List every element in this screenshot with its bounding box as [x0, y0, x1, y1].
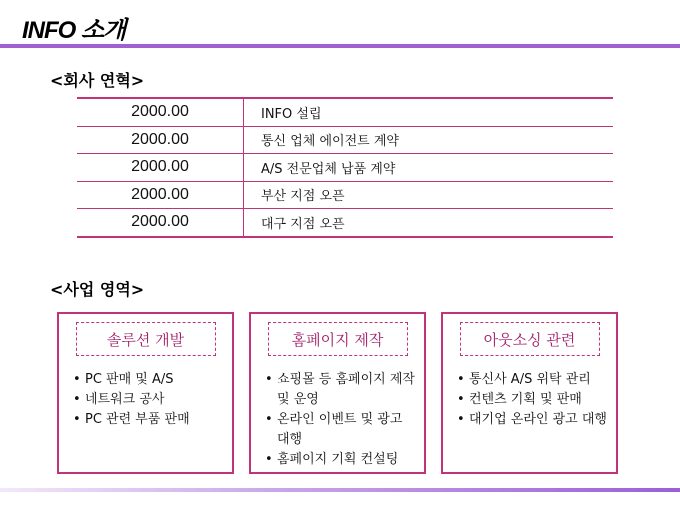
table-row — [77, 154, 613, 182]
history-year: 2000.00 — [77, 209, 244, 237]
bullet-icon: • — [73, 392, 81, 407]
title-divider — [0, 44, 680, 48]
list-item — [457, 390, 612, 410]
page-title: INFO 소개 — [22, 17, 126, 44]
bullet-icon: • — [457, 372, 465, 387]
bullet-icon: • — [457, 392, 465, 407]
business-box-solution — [57, 312, 234, 474]
history-event: A/S 전문업체 납품 계약 — [244, 154, 614, 182]
history-year: 2000.00 — [77, 181, 244, 209]
history-table — [77, 97, 613, 238]
list-item — [265, 370, 415, 410]
business-item-list — [73, 370, 190, 430]
business-box-label: 아웃소싱 관련 — [460, 322, 600, 356]
business-box-homepage — [249, 312, 426, 474]
list-item-text: 온라인 이벤트 및 광고 대행 — [277, 412, 403, 447]
list-item — [73, 370, 190, 390]
history-event: 통신 업체 에이전트 계약 — [244, 126, 614, 154]
bullet-icon: • — [265, 412, 273, 427]
list-item-text: 컨텐츠 기획 및 판매 — [469, 392, 582, 407]
history-event: 부산 지점 오픈 — [244, 181, 614, 209]
list-item — [265, 410, 415, 450]
history-year: 2000.00 — [77, 154, 244, 182]
history-year: 2000.00 — [77, 98, 244, 126]
history-year: 2000.00 — [77, 126, 244, 154]
table-row — [77, 181, 613, 209]
table-row — [77, 98, 613, 126]
list-item — [457, 410, 612, 430]
footer-divider — [0, 488, 680, 492]
business-box-label: 홈페이지 제작 — [268, 322, 408, 356]
business-item-list — [265, 370, 415, 470]
list-item — [73, 390, 190, 410]
list-item — [457, 370, 612, 390]
bullet-icon: • — [73, 412, 81, 427]
history-event: INFO 설립 — [244, 98, 614, 126]
business-box-outsourcing — [441, 312, 618, 474]
list-item-text: PC 관련 부품 판매 — [85, 412, 190, 427]
business-item-list — [457, 370, 612, 430]
bullet-icon: • — [265, 372, 273, 387]
table-row — [77, 209, 613, 237]
list-item — [265, 450, 415, 470]
bullet-icon: • — [73, 372, 81, 387]
bullet-icon: • — [265, 452, 273, 467]
list-item-text: 홈페이지 기획 컨설팅 — [277, 452, 399, 467]
list-item-text: PC 판매 및 A/S — [85, 372, 174, 387]
list-item-text: 쇼핑몰 등 홈페이지 제작 및 운영 — [277, 372, 415, 407]
list-item-text: 통신사 A/S 위탁 관리 — [469, 372, 591, 387]
business-heading: <사업 영역> — [50, 280, 145, 299]
list-item — [73, 410, 190, 430]
list-item-text: 대기업 온라인 광고 대행 — [469, 412, 607, 427]
list-item-text: 네트워크 공사 — [85, 392, 165, 407]
bullet-icon: • — [457, 412, 465, 427]
business-box-label: 솔루션 개발 — [76, 322, 216, 356]
table-row — [77, 126, 613, 154]
history-heading: <회사 연혁> — [50, 71, 145, 90]
history-event: 대구 지점 오픈 — [244, 209, 614, 237]
